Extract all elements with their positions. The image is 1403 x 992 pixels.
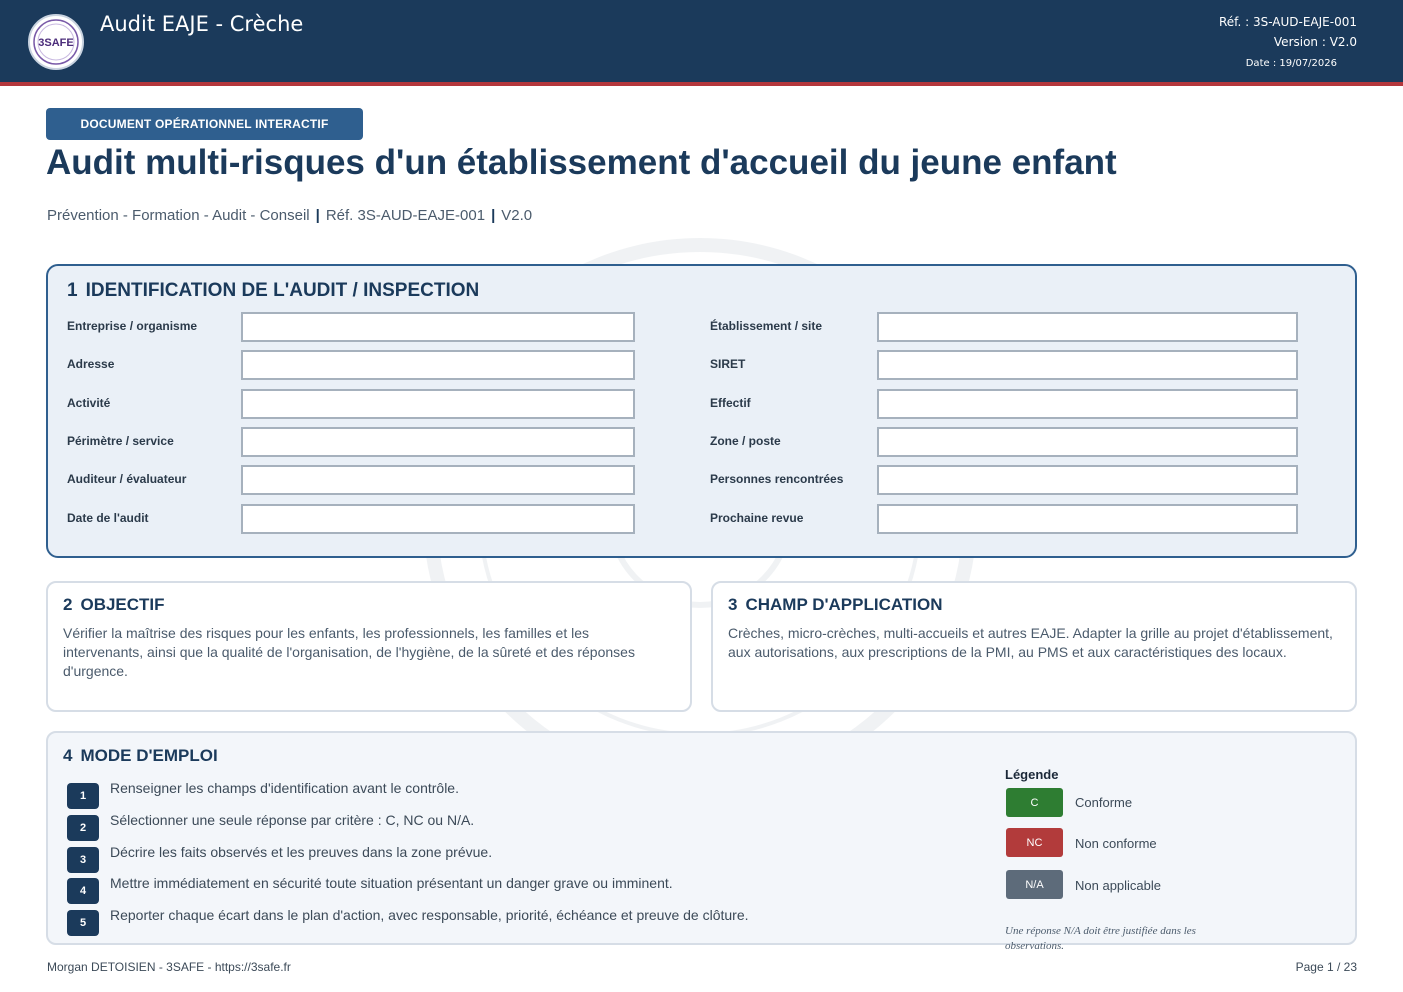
- step-number: 4: [67, 878, 99, 904]
- identification-section: [46, 264, 1357, 558]
- field-label-effectif: Effectif: [710, 396, 751, 410]
- section-title: [63, 746, 218, 766]
- subtitle-ref: Réf. 3S-AUD-EAJE-001: [325, 207, 486, 224]
- field-label-etablissement: Établissement / site: [710, 319, 823, 333]
- ref-text: Réf. : 3S-AUD-EAJE-001: [1218, 15, 1357, 29]
- legend-chip-non-applicable: N/A: [1006, 870, 1063, 899]
- company-logo: [28, 14, 84, 70]
- page-number: Page 1 / 23: [1295, 960, 1357, 974]
- field-label-zone: Zone / poste: [710, 434, 781, 448]
- subtitle-version: V2.0: [501, 207, 533, 224]
- section-title-text: MODE D'EMPLOI: [80, 746, 218, 765]
- subtitle-separator: |: [491, 207, 496, 224]
- document-meta: [1219, 12, 1357, 74]
- footer-author: Morgan DETOISIEN - 3SAFE - https://3safe.fr: [47, 960, 291, 974]
- step-text: Renseigner les champs d'identification avant le contrôle.: [110, 780, 459, 796]
- field-label-adresse: Adresse: [67, 357, 115, 371]
- step-number: 5: [67, 910, 99, 936]
- step-number: 3: [67, 847, 99, 873]
- subtitle-services: Prévention - Formation - Audit - Conseil: [47, 207, 310, 224]
- page-title: Audit multi-risques d'un établissement d'accueil du jeune enfant: [46, 143, 1117, 182]
- zone-input[interactable]: [877, 427, 1298, 457]
- section-title: [728, 595, 943, 615]
- activite-input[interactable]: [241, 389, 635, 419]
- subtitle-line: [47, 207, 532, 224]
- scope-section: [711, 581, 1357, 712]
- section-number: 1: [67, 280, 78, 301]
- field-label-siret: SIRET: [710, 357, 746, 371]
- perimetre-input[interactable]: [241, 427, 635, 457]
- step-number: 1: [67, 783, 99, 809]
- section-number: 4: [63, 746, 73, 765]
- objective-section: [46, 581, 692, 712]
- version-text: Version : V2.0: [1273, 35, 1357, 49]
- field-label-personnes: Personnes rencontrées: [710, 472, 844, 486]
- personnes-input[interactable]: [877, 465, 1298, 495]
- app-title: Audit EAJE - Crèche: [100, 12, 304, 36]
- legend-title: Légende: [1005, 767, 1059, 782]
- step-text: Décrire les faits observés et les preuves dans la zone prévue.: [110, 844, 493, 860]
- objective-text: Vérifier la maîtrise des risques pour les enfants, les professionnels, les familles et les intervenants, ainsi que la qualité de l'organisation, de l'hygiène, de la sûreté et des réponses d'urgence.: [63, 625, 635, 679]
- section-title-text: IDENTIFICATION DE L'AUDIT / INSPECTION: [85, 280, 480, 301]
- adresse-input[interactable]: [241, 350, 635, 380]
- legend-chip-non-conforme: NC: [1006, 828, 1063, 857]
- field-label-date-audit: Date de l'audit: [67, 511, 149, 525]
- entreprise-input[interactable]: [241, 312, 635, 342]
- logo-text: 3SAFE: [38, 37, 74, 49]
- instructions-section: [46, 731, 1357, 945]
- date-audit-input[interactable]: [241, 504, 635, 534]
- section-title-text: OBJECTIF: [80, 595, 165, 614]
- section-number: 3: [728, 595, 738, 614]
- step-text: Mettre immédiatement en sécurité toute situation présentant un danger grave ou imminent.: [110, 875, 673, 891]
- field-label-activite: Activité: [67, 396, 111, 410]
- section-number: 2: [63, 595, 73, 614]
- step-text: Sélectionner une seule réponse par critère : C, NC ou N/A.: [110, 812, 475, 828]
- etablissement-input[interactable]: [877, 312, 1298, 342]
- subtitle-separator: |: [315, 207, 320, 224]
- section-title-text: CHAMP D'APPLICATION: [745, 595, 943, 614]
- legend-label-non-applicable: Non applicable: [1075, 878, 1162, 893]
- legend-chip-conforme: C: [1006, 788, 1063, 817]
- legend-note: Une réponse N/A doit être justifiée dans les observations.: [1005, 925, 1196, 952]
- prochaine-revue-input[interactable]: [877, 504, 1298, 534]
- field-label-auditeur: Auditeur / évaluateur: [67, 472, 187, 486]
- step-text: Reporter chaque écart dans le plan d'action, avec responsable, priorité, échéance et preuve de clôture.: [110, 907, 749, 923]
- auditeur-input[interactable]: [241, 465, 635, 495]
- section-title: [67, 280, 479, 302]
- header-bar: [0, 0, 1403, 86]
- field-label-prochaine-revue: Prochaine revue: [710, 511, 804, 525]
- field-label-entreprise: Entreprise / organisme: [67, 319, 198, 333]
- siret-input[interactable]: [877, 350, 1298, 380]
- effectif-input[interactable]: [877, 389, 1298, 419]
- logo-mark-icon: [31, 17, 81, 67]
- step-number: 2: [67, 815, 99, 841]
- legend-label-conforme: Conforme: [1075, 795, 1133, 810]
- date-text: Date : 19/07/2026: [1245, 58, 1337, 69]
- document-type-badge: DOCUMENT OPÉRATIONNEL INTERACTIF: [46, 108, 363, 140]
- field-label-perimetre: Périmètre / service: [67, 434, 174, 448]
- legend-label-non-conforme: Non conforme: [1075, 836, 1157, 851]
- scope-text: Crèches, micro-crèches, multi-accueils et autres EAJE. Adapter la grille au projet d'établissement, aux autorisations, aux prescriptions de la PMI, au PMS et aux caractéristiques des locaux.: [728, 625, 1333, 660]
- section-title: [63, 595, 165, 615]
